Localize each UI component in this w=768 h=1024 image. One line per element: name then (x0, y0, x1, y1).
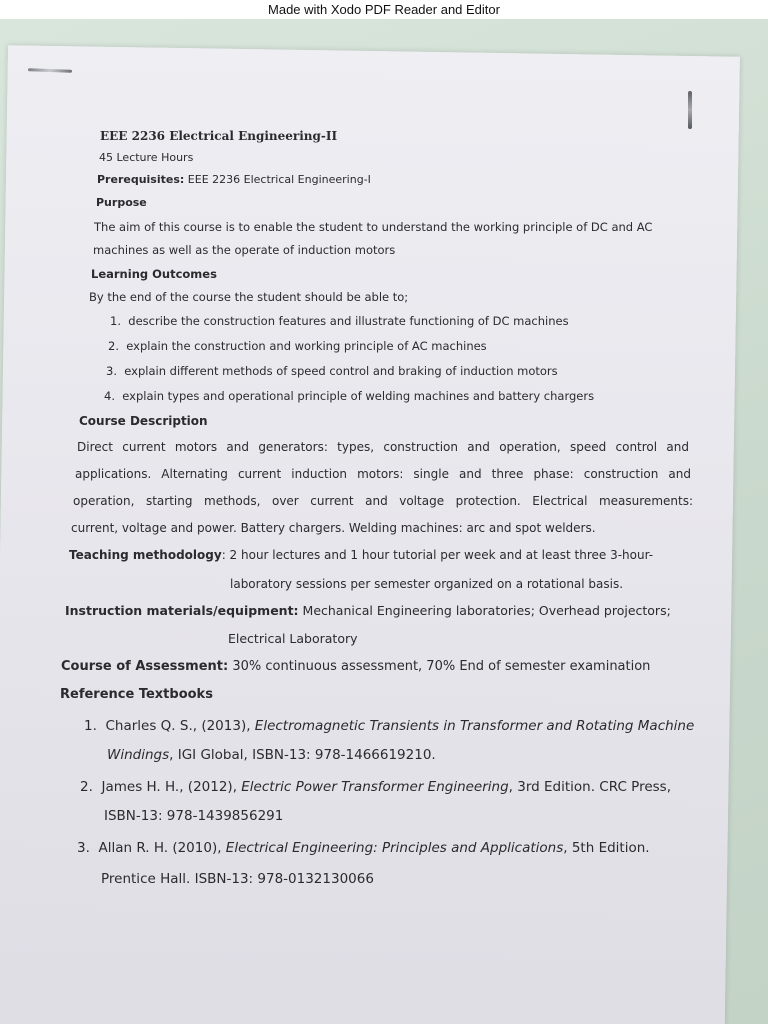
description-heading: Course Description (79, 414, 208, 428)
teaching-value: : 2 hour lectures and 1 hour tutorial per week and at least three 3-hour- (221, 548, 654, 562)
outcome-item (104, 389, 594, 403)
teaching-line-2: laboratory sessions per semester organized on a rotational basis. (230, 577, 624, 591)
outcome-text: explain the construction and working principle of AC machines (126, 339, 487, 353)
purpose-heading: Purpose (96, 196, 147, 209)
assessment-value: 30% continuous assessment, 70% End of semester examination (228, 659, 651, 674)
materials-label: Instruction materials/equipment: (65, 603, 299, 618)
reference-author: Charles Q. S., (2013), (105, 718, 255, 734)
materials-line-1 (65, 603, 671, 618)
reference-title: Windings (107, 747, 170, 763)
outcomes-intro: By the end of the course the student should be able to; (89, 290, 409, 304)
description-line-1: Direct current motors and generators: types, construction and operation, speed control and (77, 440, 689, 454)
outcome-number: 1. (110, 314, 121, 328)
references-heading: Reference Textbooks (60, 687, 213, 702)
reference-title: Electromagnetic Transients in Transformer and Rotating Machine (254, 718, 695, 734)
reference-item-continued: Prentice Hall. ISBN-13: 978-0132130066 (101, 871, 374, 887)
reference-publisher: , 5th Edition. (563, 840, 650, 856)
outcome-text: explain different methods of speed control and braking of induction motors (124, 364, 558, 378)
outcome-number: 2. (108, 339, 119, 353)
app-banner: Made with Xodo PDF Reader and Editor (0, 0, 768, 19)
reference-item (80, 779, 671, 795)
materials-value: Mechanical Engineering laboratories; Overhead projectors; (298, 603, 671, 618)
reference-title: Electric Power Transformer Engineering (241, 779, 509, 795)
reference-publisher: , 3rd Edition. CRC Press, (508, 779, 671, 795)
assessment-line (61, 659, 650, 674)
prerequisites-label: Prerequisites: (97, 173, 185, 186)
outcome-number: 3. (106, 364, 117, 378)
purpose-line-2: machines as well as the operate of induction motors (93, 243, 396, 257)
outcome-text: describe the construction features and illustrate functioning of DC machines (128, 314, 569, 328)
reference-author: Allan R. H. (2010), (98, 840, 226, 856)
prerequisites-line (97, 173, 371, 186)
outcome-item (106, 364, 558, 378)
reference-item-continued: ISBN-13: 978-1439856291 (104, 808, 284, 824)
document-content (0, 19, 768, 1024)
outcome-item (110, 314, 569, 328)
document-photo (0, 19, 768, 1024)
assessment-label: Course of Assessment: (61, 659, 229, 674)
reference-item-continued (107, 747, 436, 763)
prerequisites-value: EEE 2236 Electrical Engineering-I (184, 173, 371, 186)
description-line-3: operation, starting methods, over current and voltage protection. Electrical measurements: (73, 494, 693, 508)
reference-title: Electrical Engineering: Principles and Applications (225, 840, 564, 856)
reference-item (77, 840, 650, 856)
materials-line-2: Electrical Laboratory (228, 631, 358, 646)
lecture-hours: 45 Lecture Hours (99, 151, 194, 164)
description-line-4: current, voltage and power. Battery chargers. Welding machines: arc and spot welders. (71, 521, 596, 535)
teaching-label: Teaching methodology (69, 548, 222, 562)
teaching-line-1 (69, 548, 653, 562)
purpose-line-1: The aim of this course is to enable the student to understand the working principle of DC and AC (94, 220, 653, 234)
reference-author: James H. H., (2012), (101, 779, 242, 795)
outcome-item (108, 339, 487, 353)
reference-item (84, 718, 694, 734)
reference-number: 3. (77, 840, 90, 856)
description-line-2: applications. Alternating current induction motors: single and three phase: construction and (75, 467, 691, 481)
reference-number: 1. (84, 718, 97, 734)
reference-publisher: , IGI Global, ISBN-13: 978-1466619210. (169, 747, 436, 763)
course-title: EEE 2236 Electrical Engineering-II (100, 129, 338, 143)
outcomes-heading: Learning Outcomes (91, 267, 217, 281)
reference-number: 2. (80, 779, 93, 795)
outcome-number: 4. (104, 389, 115, 403)
outcome-text: explain types and operational principle of welding machines and battery chargers (122, 389, 595, 403)
